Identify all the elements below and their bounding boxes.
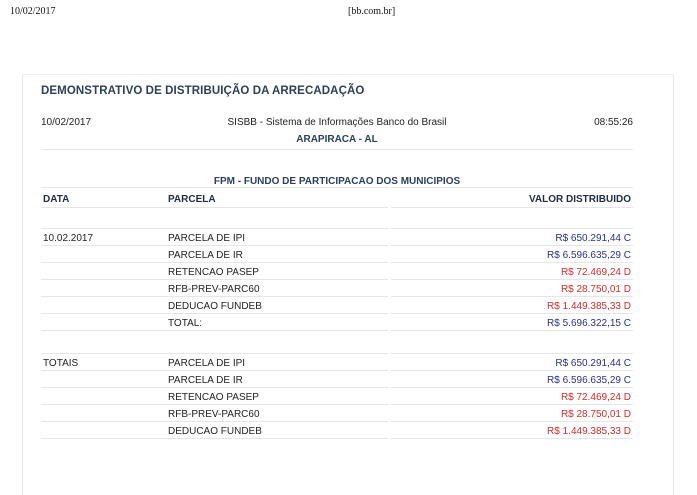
row-parcela: RFB-PREV-PARC60	[168, 284, 260, 295]
table-header-row	[41, 187, 633, 208]
table-row	[41, 388, 633, 405]
row-parcela: RETENCAO PASEP	[168, 392, 259, 403]
print-site: [bb.com.br]	[348, 6, 396, 17]
row-valor: R$ 6.596.635,29 C	[547, 375, 631, 386]
row-parcela: RFB-PREV-PARC60	[168, 409, 260, 420]
row-valor: R$ 650.291,44 C	[555, 358, 631, 369]
row-valor: R$ 650.291,44 C	[555, 233, 631, 244]
row-parcela: RETENCAO PASEP	[168, 267, 259, 278]
report-card	[22, 74, 674, 495]
row-parcela: DEDUCAO FUNDEB	[168, 426, 262, 437]
print-date: 10/02/2017	[10, 6, 56, 17]
table-row	[41, 229, 633, 246]
header-valor: VALOR DISTRIBUIDO	[528, 194, 631, 205]
table-row	[41, 371, 633, 388]
distribution-table	[41, 187, 633, 439]
table-row	[41, 280, 633, 297]
table-row	[41, 246, 633, 263]
report-title: DEMONSTRATIVO DE DISTRIBUIÇÃO DA ARRECADAÇÃO	[41, 85, 365, 97]
report-date: 10/02/2017	[41, 117, 92, 128]
row-parcela: PARCELA DE IR	[168, 375, 243, 386]
header-data: DATA	[43, 194, 70, 205]
table-row	[41, 297, 633, 314]
row-parcela: PARCELA DE IPI	[168, 358, 246, 369]
row-valor: R$ 72.469,24 D	[560, 392, 631, 403]
print-header	[10, 6, 687, 20]
report-system: SISBB - Sistema de Informações Banco do Brasil	[227, 117, 447, 128]
table-row	[41, 263, 633, 280]
row-valor: R$ 72.469,24 D	[560, 267, 631, 278]
table-row	[41, 405, 633, 422]
row-parcela: PARCELA DE IR	[168, 250, 243, 261]
row-date: 10.02.2017	[43, 233, 94, 244]
row-date: TOTAIS	[43, 358, 79, 369]
report-time: 08:55:26	[594, 117, 633, 128]
row-parcela: DEDUCAO FUNDEB	[168, 301, 262, 312]
fund-title: FPM - FUNDO DE PARTICIPACAO DOS MUNICIPIOS	[213, 176, 461, 187]
table-row	[41, 422, 633, 439]
row-valor: R$ 1.449.385,33 D	[547, 301, 631, 312]
header-parcela: PARCELA	[168, 194, 216, 205]
divider	[41, 149, 633, 150]
row-valor: R$ 28.750,01 D	[560, 409, 631, 420]
row-valor: R$ 1.449.385,33 D	[547, 426, 631, 437]
table-row	[41, 354, 633, 371]
row-valor: R$ 28.750,01 D	[560, 284, 631, 295]
row-parcela: TOTAL:	[168, 318, 203, 329]
report-city: ARAPIRACA - AL	[296, 134, 378, 145]
table-row-total	[41, 314, 633, 331]
row-valor: R$ 6.596.635,29 C	[547, 250, 631, 261]
row-valor: R$ 5.696.322,15 C	[547, 318, 631, 329]
row-parcela: PARCELA DE IPI	[168, 233, 246, 244]
